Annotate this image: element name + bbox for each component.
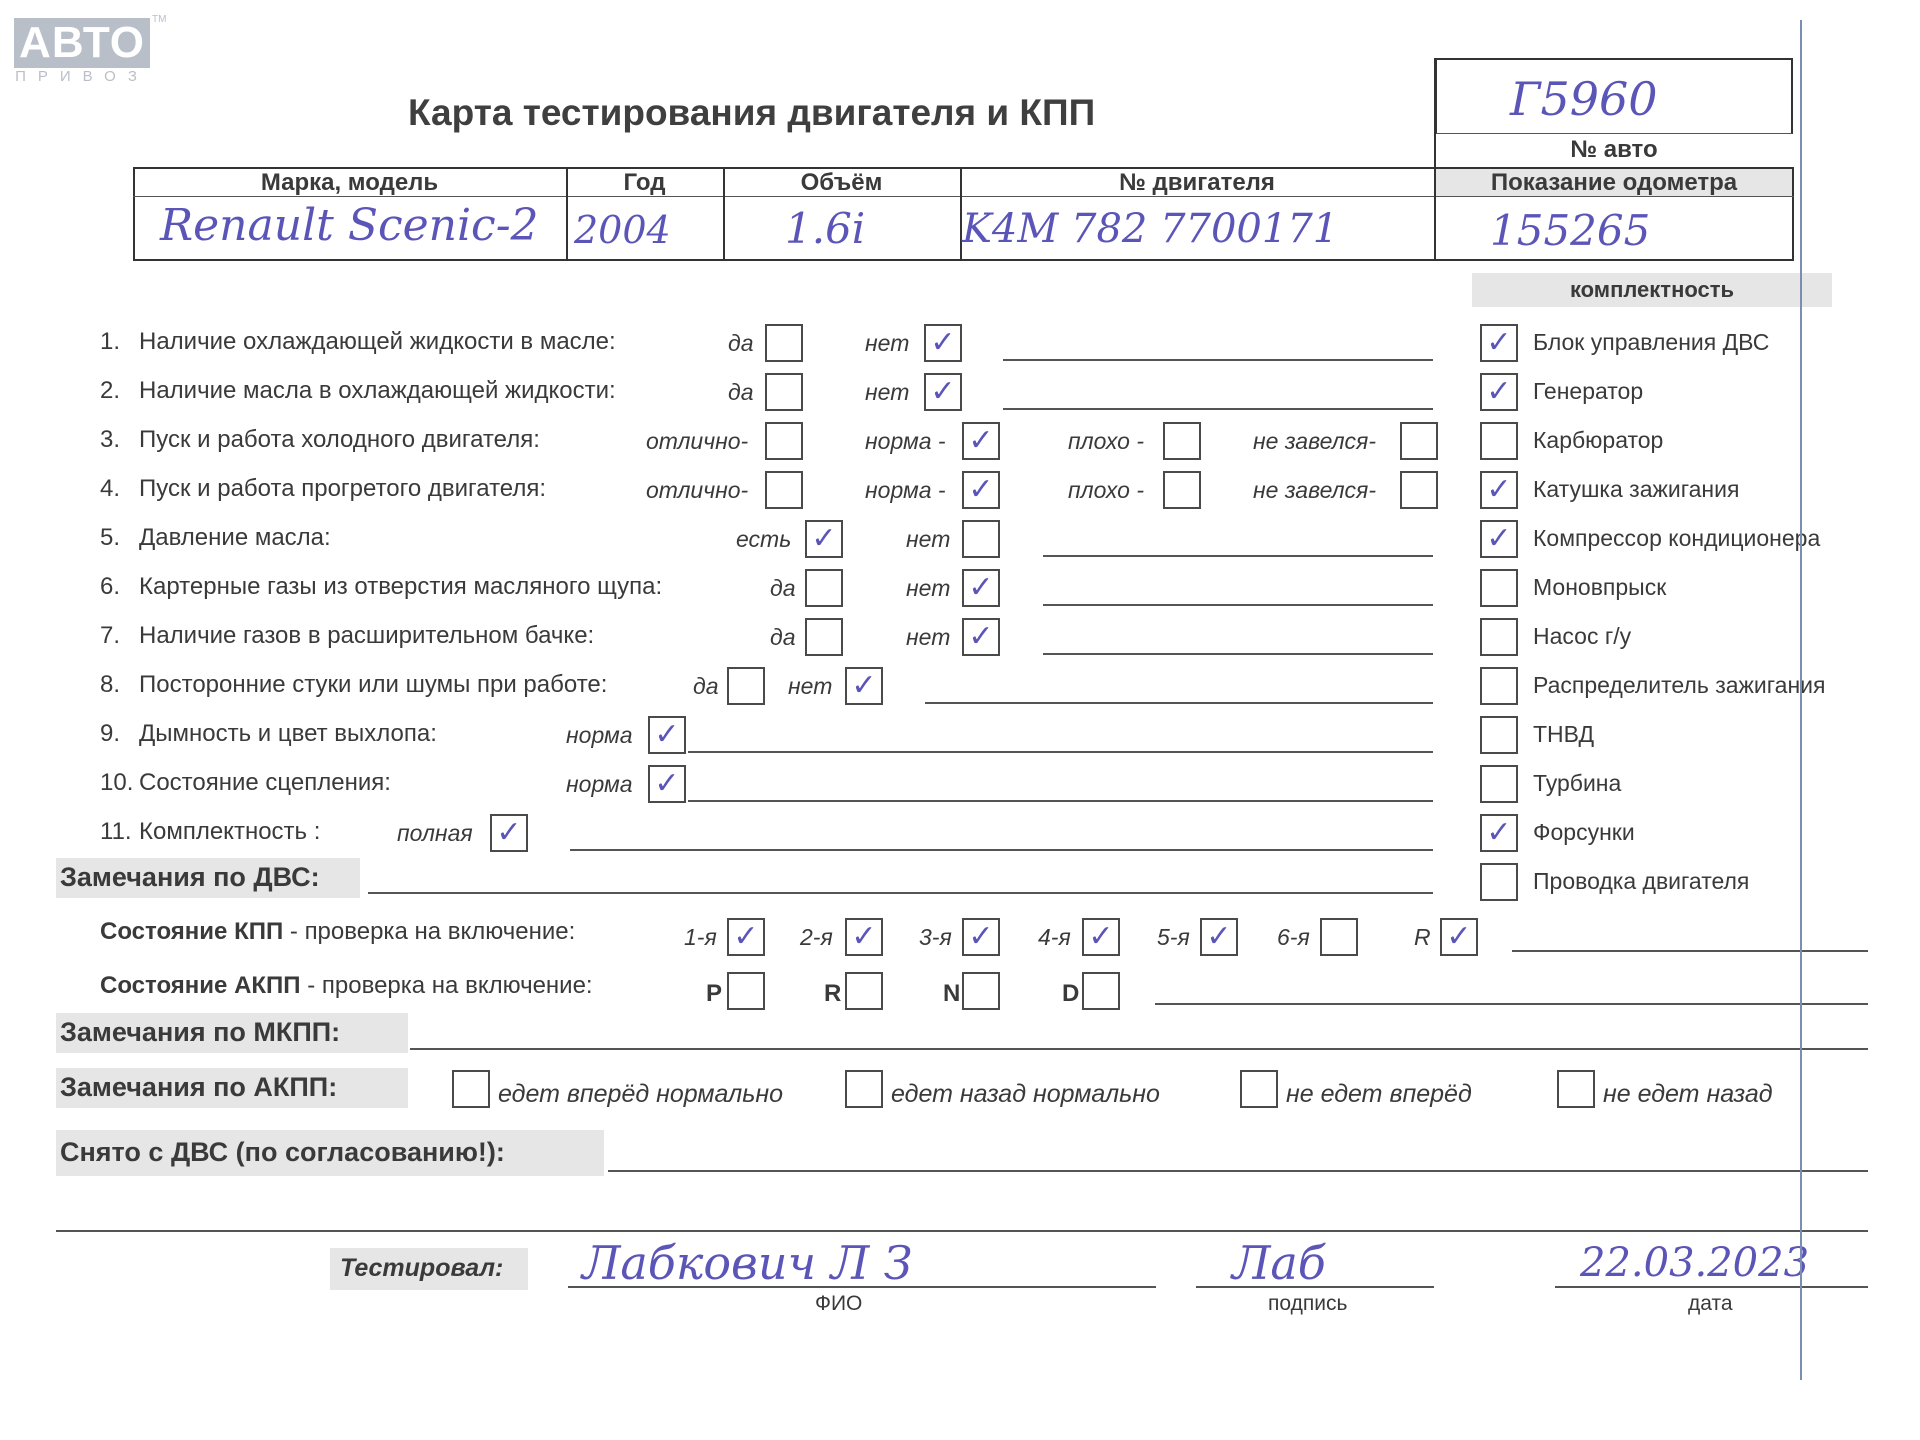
gear-checkbox[interactable]: ✓ xyxy=(727,918,765,956)
completeness-label: Проводка двигателя xyxy=(1533,868,1750,894)
completeness-label: Моновпрыск xyxy=(1533,574,1667,600)
option-label: нет xyxy=(865,379,910,405)
option-label: нет xyxy=(788,673,833,699)
option-checkbox[interactable]: ✓ xyxy=(648,716,686,754)
option-label: норма xyxy=(566,771,633,797)
completeness-checkbox[interactable] xyxy=(1480,765,1518,803)
gear-label: 2-я xyxy=(800,924,833,950)
checklist-item-number: 6. xyxy=(100,573,121,600)
option-checkbox[interactable] xyxy=(805,618,843,656)
answer-line[interactable] xyxy=(1043,653,1433,655)
remarks-mkpp-label: Замечания по МКПП: xyxy=(60,1017,341,1047)
checklist-item-text: Пуск и работа холодного двигателя: xyxy=(139,426,540,453)
kpp-label-bold: Состояние КПП xyxy=(100,918,284,945)
completeness-label: Компрессор кондиционера xyxy=(1533,525,1821,551)
akpp-line[interactable] xyxy=(1155,1003,1868,1005)
akpp-label-bold: Состояние АКПП xyxy=(100,972,301,999)
answer-line[interactable] xyxy=(570,849,1433,851)
remarks-engine-label: Замечания по ДВС: xyxy=(60,862,320,892)
remarks-mkpp-line[interactable] xyxy=(410,1048,1868,1050)
option-checkbox[interactable] xyxy=(765,471,803,509)
option-label: да xyxy=(728,330,754,356)
remarks-akpp-label: Замечания по АКПП: xyxy=(60,1072,338,1102)
completeness-checkbox[interactable] xyxy=(1480,422,1518,460)
completeness-checkbox[interactable]: ✓ xyxy=(1480,814,1518,852)
col-divider xyxy=(1434,58,1436,261)
option-checkbox[interactable] xyxy=(727,667,765,705)
gear-label: 6-я xyxy=(1277,924,1310,950)
checklist-item-text: Наличие масла в охлаждающей жидкости: xyxy=(139,377,616,404)
option-checkbox[interactable]: ✓ xyxy=(962,471,1000,509)
option-label: норма - xyxy=(865,477,946,503)
completeness-label: Форсунки xyxy=(1533,819,1635,845)
checklist-item-text: Комплектность : xyxy=(139,818,321,845)
checklist-item-text: Наличие охлаждающей жидкости в масле: xyxy=(139,328,616,355)
option-label: нет xyxy=(906,624,951,650)
answer-line[interactable] xyxy=(688,800,1433,802)
checklist-item-number: 11. xyxy=(100,818,132,845)
gear-checkbox[interactable]: ✓ xyxy=(962,918,1000,956)
kpp-label-rest: - проверка на включение: xyxy=(283,918,576,945)
option-checkbox[interactable] xyxy=(765,373,803,411)
answer-line[interactable] xyxy=(1003,408,1433,410)
signature-value: Лаб xyxy=(1232,1236,1326,1290)
option-checkbox[interactable]: ✓ xyxy=(924,324,962,362)
akpp-remark-checkbox[interactable] xyxy=(1240,1070,1278,1108)
option-checkbox[interactable] xyxy=(765,422,803,460)
option-checkbox[interactable] xyxy=(1163,471,1201,509)
date-value: 22.03.2023 xyxy=(1580,1240,1810,1286)
checklist-item-text: Давление масла: xyxy=(139,524,331,551)
car-number-value: Г5960 xyxy=(1510,72,1658,126)
volume-value: 1.6i xyxy=(785,204,866,253)
tester-name-value: Лабкович Л З xyxy=(582,1236,913,1290)
completeness-checkbox[interactable] xyxy=(1480,667,1518,705)
option-label: нет xyxy=(906,526,951,552)
name-caption: ФИО xyxy=(815,1292,863,1315)
completeness-checkbox[interactable] xyxy=(1480,863,1518,901)
checklist-item-number: 8. xyxy=(100,671,121,698)
option-checkbox[interactable] xyxy=(765,324,803,362)
removed-label: Снято с ДВС (по согласованию!): xyxy=(60,1137,505,1167)
option-label: есть xyxy=(736,526,792,552)
option-checkbox[interactable]: ✓ xyxy=(648,765,686,803)
option-label: да xyxy=(693,673,719,699)
option-checkbox[interactable]: ✓ xyxy=(490,814,528,852)
date-caption: дата xyxy=(1688,1292,1733,1315)
scan-line xyxy=(1800,20,1802,1380)
checklist-item-number: 7. xyxy=(100,622,121,649)
akpp-mode-checkbox[interactable] xyxy=(962,972,1000,1010)
col-engine-header: № двигателя xyxy=(1119,169,1275,196)
akpp-remark-checkbox[interactable] xyxy=(452,1070,490,1108)
checklist-item-number: 4. xyxy=(100,475,121,502)
logo: АВТО xyxy=(14,18,150,68)
akpp-remark-label: не едет вперёд xyxy=(1286,1080,1472,1108)
akpp-mode-checkbox[interactable] xyxy=(1082,972,1120,1010)
option-label: нет xyxy=(906,575,951,601)
gear-checkbox[interactable]: ✓ xyxy=(1082,918,1120,956)
option-checkbox[interactable] xyxy=(805,569,843,607)
col-volume-header: Объём xyxy=(800,169,883,196)
gear-label: 4-я xyxy=(1038,924,1071,950)
akpp-mode-label: N xyxy=(943,980,961,1007)
trademark: TM xyxy=(152,14,167,25)
checklist-item-text: Картерные газы из отверстия масляного щупа: xyxy=(139,573,663,600)
kpp-line[interactable] xyxy=(1512,950,1868,952)
engine-value: K4M 782 7700171 xyxy=(962,206,1339,252)
completeness-checkbox[interactable] xyxy=(1480,618,1518,656)
option-label: плохо - xyxy=(1068,428,1144,454)
completeness-checkbox[interactable]: ✓ xyxy=(1480,373,1518,411)
completeness-label: ТНВД xyxy=(1533,721,1595,747)
year-value: 2004 xyxy=(574,208,671,252)
checklist-item-number: 5. xyxy=(100,524,121,551)
signature-caption: подпись xyxy=(1268,1292,1348,1315)
option-label: не завелся- xyxy=(1253,477,1377,503)
option-checkbox[interactable]: ✓ xyxy=(924,373,962,411)
option-label: не завелся- xyxy=(1253,428,1377,454)
akpp-label xyxy=(100,972,593,1000)
completeness-label: Турбина xyxy=(1533,770,1622,796)
gear-checkbox[interactable]: ✓ xyxy=(845,918,883,956)
completeness-checkbox[interactable] xyxy=(1480,569,1518,607)
tested-label: Тестировал: xyxy=(340,1254,504,1282)
akpp-remark-label: едет назад нормально xyxy=(891,1080,1160,1108)
checklist-item-text: Наличие газов в расширительном бачке: xyxy=(139,622,595,649)
checklist-item-number: 2. xyxy=(100,377,121,404)
completeness-checkbox[interactable] xyxy=(1480,716,1518,754)
checklist-item-text: Посторонние стуки или шумы при работе: xyxy=(139,671,608,698)
gear-label: 1-я xyxy=(684,924,717,950)
completeness-label: Генератор xyxy=(1533,378,1644,404)
make-value: Renault Scenic-2 xyxy=(160,200,539,251)
checklist-item-number: 9. xyxy=(100,720,121,747)
akpp-label-rest: - проверка на включение: xyxy=(300,972,593,999)
gear-label: 3-я xyxy=(919,924,952,950)
answer-line[interactable] xyxy=(1003,359,1433,361)
page-title: Карта тестирования двигателя и КПП xyxy=(408,92,1096,133)
option-label: плохо - xyxy=(1068,477,1144,503)
separator-line xyxy=(56,1230,1868,1232)
completeness-checkbox[interactable]: ✓ xyxy=(1480,471,1518,509)
car-number-label: № авто xyxy=(1570,136,1658,163)
col-make-header: Марка, модель xyxy=(260,169,439,196)
kpp-label xyxy=(100,918,575,946)
option-checkbox[interactable] xyxy=(962,520,1000,558)
signature-line[interactable] xyxy=(1196,1286,1434,1288)
option-label: отлично- xyxy=(646,428,749,454)
date-line[interactable] xyxy=(1555,1286,1868,1288)
answer-line[interactable] xyxy=(1043,604,1433,606)
option-label: норма - xyxy=(865,428,946,454)
checklist-item-number: 3. xyxy=(100,426,121,453)
option-checkbox[interactable] xyxy=(1400,422,1438,460)
completeness-label: Распределитель зажигания xyxy=(1533,672,1826,698)
option-checkbox[interactable]: ✓ xyxy=(805,520,843,558)
option-checkbox[interactable] xyxy=(1163,422,1201,460)
akpp-mode-label: D xyxy=(1062,980,1080,1007)
checklist-item-text: Дымность и цвет выхлопа: xyxy=(139,720,437,747)
checklist-item-text: Пуск и работа прогретого двигателя: xyxy=(139,475,547,502)
akpp-mode-label: R xyxy=(824,980,842,1007)
gear-checkbox[interactable]: ✓ xyxy=(1200,918,1238,956)
checklist-item-text: Состояние сцепления: xyxy=(139,769,391,796)
option-checkbox[interactable]: ✓ xyxy=(962,569,1000,607)
answer-line[interactable] xyxy=(1043,555,1433,557)
removed-line[interactable] xyxy=(608,1170,1868,1172)
remarks-engine-line[interactable] xyxy=(368,892,1433,894)
akpp-remark-checkbox[interactable] xyxy=(1557,1070,1595,1108)
checklist-item-number: 1. xyxy=(100,328,121,355)
option-label: да xyxy=(770,575,796,601)
odometer-value: 155265 xyxy=(1490,206,1651,255)
completeness-checkbox[interactable]: ✓ xyxy=(1480,520,1518,558)
option-label: норма xyxy=(566,722,633,748)
gear-label: 5-я xyxy=(1157,924,1190,950)
col-year-header: Год xyxy=(623,169,666,196)
completeness-label: Катушка зажигания xyxy=(1533,476,1740,502)
akpp-remark-label: едет вперёд нормально xyxy=(498,1080,784,1108)
completeness-title: комплектность xyxy=(1472,273,1832,307)
option-checkbox[interactable]: ✓ xyxy=(962,618,1000,656)
odometer-header: Показание одометра xyxy=(1490,169,1738,196)
option-checkbox[interactable]: ✓ xyxy=(962,422,1000,460)
gear-checkbox[interactable] xyxy=(1320,918,1358,956)
gear-checkbox[interactable]: ✓ xyxy=(1440,918,1478,956)
option-label: нет xyxy=(865,330,910,356)
akpp-mode-checkbox[interactable] xyxy=(845,972,883,1010)
option-label: да xyxy=(770,624,796,650)
akpp-mode-checkbox[interactable] xyxy=(727,972,765,1010)
option-label: отлично- xyxy=(646,477,749,503)
completeness-label: Карбюратор xyxy=(1533,427,1664,453)
answer-line[interactable] xyxy=(688,751,1433,753)
logo-subtitle: ПРИВОЗ xyxy=(15,68,149,85)
option-label: да xyxy=(728,379,754,405)
option-checkbox[interactable]: ✓ xyxy=(845,667,883,705)
completeness-label: Блок управления ДВС xyxy=(1533,329,1770,355)
akpp-remark-checkbox[interactable] xyxy=(845,1070,883,1108)
answer-line[interactable] xyxy=(925,702,1433,704)
checklist-item-number: 10. xyxy=(100,769,134,796)
name-line[interactable] xyxy=(568,1286,1156,1288)
option-checkbox[interactable] xyxy=(1400,471,1438,509)
akpp-mode-label: P xyxy=(706,980,723,1007)
akpp-remark-label: не едет назад xyxy=(1603,1080,1773,1108)
gear-label: R xyxy=(1414,924,1431,950)
option-label: полная xyxy=(397,820,473,846)
completeness-checkbox[interactable]: ✓ xyxy=(1480,324,1518,362)
completeness-label: Насос г/у xyxy=(1533,623,1632,649)
